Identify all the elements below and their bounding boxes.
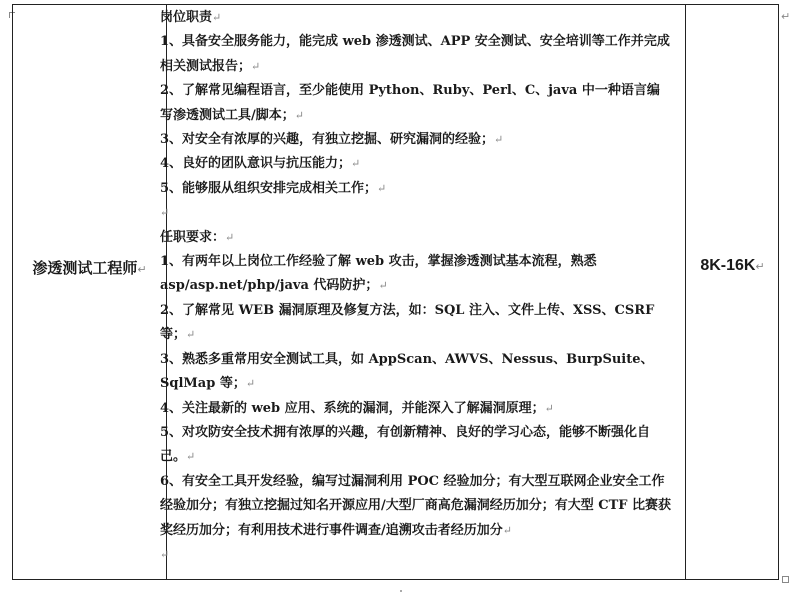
position-title-cell — [13, 257, 166, 278]
duty-item — [160, 79, 672, 128]
duty-text: 4、良好的团队意识与抗压能力； — [160, 156, 352, 172]
requirement-text: 5、对攻防安全技术拥有浓厚的兴趣，有创新精神、良好的学习心态，能够不断强化自己。 — [160, 424, 651, 465]
duty-item — [160, 30, 672, 79]
requirement-text: 1、有两年以上岗位工作经验了解 web 攻击，掌握渗透测试基本流程，熟悉 asp/asp.net/php/java 代码防护； — [160, 254, 597, 294]
column-divider-2 — [685, 5, 686, 579]
job-description — [160, 6, 672, 567]
requirement-item — [160, 421, 672, 470]
paragraph-mark: ↵ — [186, 328, 196, 342]
duties-heading: 岗位职责 — [160, 10, 213, 25]
paragraph-mark: ↵ — [186, 450, 196, 464]
trailing-line — [160, 543, 672, 567]
requirement-text: 4、关注最新的 web 应用、系统的漏洞，并能深入了解漏洞原理； — [160, 400, 545, 416]
paragraph-mark: ↵ — [294, 108, 304, 122]
duty-item — [160, 128, 672, 152]
requirement-text: 6、有安全工具开发经验，编写过漏洞利用 POC 经验加分；有大型互联网企业安全工作经验加分；有独立挖掘过知名开源应用/大型厂商高危漏洞经历加分；有大型 CTF 比赛获奖经历加分；有利用技术进行事件调查/追溯攻击者经历加分 — [160, 473, 672, 538]
requirement-item — [160, 470, 672, 543]
requirement-text: 3、熟悉多重常用安全测试工具，如 AppScan、AWVS、Nessus、BurpSuite、SqlMap 等； — [160, 351, 654, 392]
paragraph-mark: ↵ — [377, 181, 387, 195]
position-title: 渗透测试工程师 — [32, 259, 138, 277]
duty-item — [160, 152, 672, 176]
table-end-mark: ↵ — [781, 10, 791, 23]
paragraph-mark: ↵ — [755, 261, 765, 273]
duty-item — [160, 177, 672, 201]
paragraph-mark: ↵ — [212, 11, 222, 24]
duty-text: 1、具备安全服务能力，能完成 web 渗透测试、APP 安全测试、安全培训等工作并完成相关测试报告； — [160, 34, 670, 74]
paragraph-mark: ↵ — [137, 263, 147, 276]
salary-value: 8K-16K — [700, 257, 756, 274]
paragraph-mark: ↵ — [160, 547, 170, 561]
requirement-item — [160, 397, 672, 421]
page-dot — [400, 590, 402, 592]
paragraph-mark: ↵ — [494, 133, 504, 147]
duty-text: 2、了解常见编程语言，至少能使用 Python、Ruby、Perl、C、java 中一种语言编写渗透测试工具/脚本； — [160, 83, 660, 123]
blank-line — [160, 201, 672, 225]
margin-corner-bottom-right — [782, 576, 789, 583]
requirements-heading: 任职要求： — [160, 229, 226, 245]
paragraph-mark: ↵ — [502, 523, 512, 537]
duty-text: 5、能够服从组织安排完成相关工作； — [160, 180, 378, 196]
paragraph-mark: ↵ — [544, 401, 554, 415]
requirement-text: 2、了解常见 WEB 漏洞原理及修复方法，如：SQL 注入、文件上传、XSS、CSRF 等； — [160, 302, 655, 343]
requirements-heading-line — [160, 226, 672, 250]
paragraph-mark: ↵ — [351, 157, 361, 171]
duties-heading-line — [160, 6, 672, 30]
requirement-item — [160, 348, 672, 397]
paragraph-mark: ↵ — [245, 377, 256, 391]
requirement-item — [160, 299, 672, 348]
paragraph-mark: ↵ — [160, 206, 170, 220]
paragraph-mark: ↵ — [251, 59, 261, 73]
duty-text: 3、对安全有浓厚的兴趣，有独立挖掘、研究漏洞的经验； — [160, 132, 495, 148]
paragraph-mark: ↵ — [225, 230, 235, 244]
salary-cell — [686, 257, 779, 275]
requirement-item — [160, 250, 672, 299]
paragraph-mark: ↵ — [378, 279, 388, 293]
